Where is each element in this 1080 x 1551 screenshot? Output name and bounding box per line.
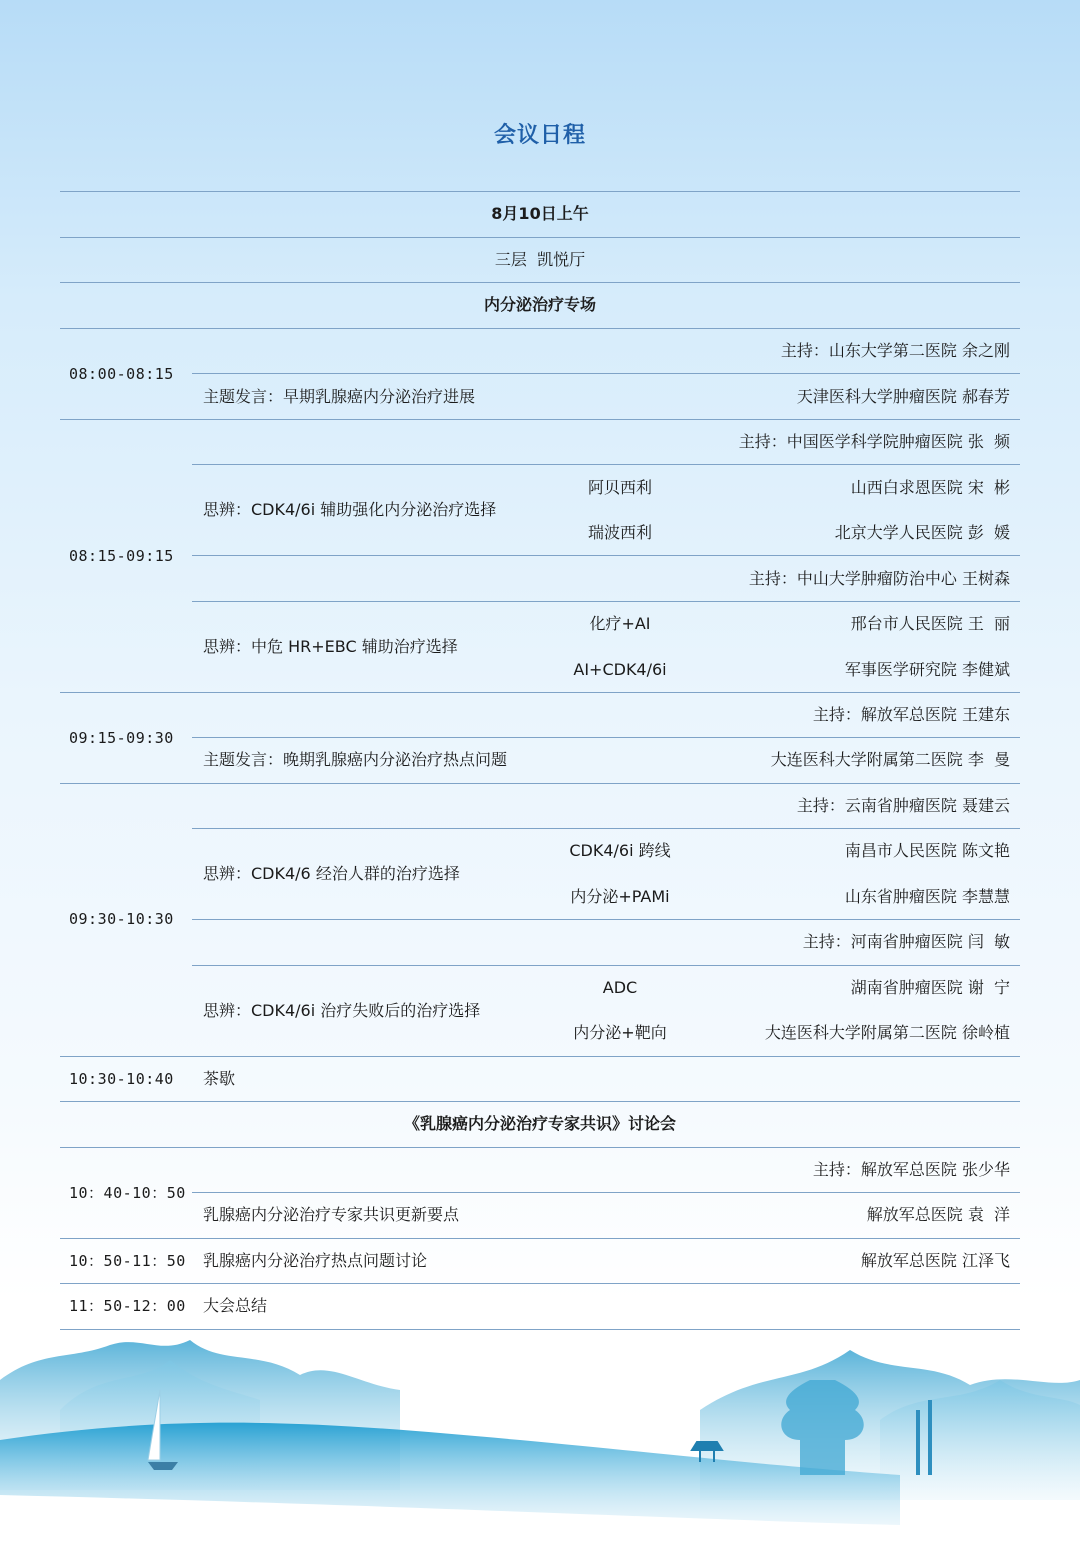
table-rule xyxy=(192,1192,1020,1193)
speaker-text: 北京大学人民医院 彭 媛 xyxy=(834,523,1010,542)
table-rule xyxy=(60,783,1020,784)
table-rule xyxy=(192,965,1020,966)
speaker-text: 大连医科大学附属第二医院 徐岭植 xyxy=(764,1023,1010,1042)
time-slot: 08:00-08:15 xyxy=(69,365,174,383)
topic-text: 大会总结 xyxy=(203,1296,268,1315)
topic-text: 茶歇 xyxy=(203,1069,236,1088)
speaker-text: 解放军总医院 江泽飞 xyxy=(860,1251,1010,1270)
debate-position: CDK4/6i 跨线 xyxy=(569,841,671,860)
table-rule xyxy=(60,237,1020,238)
time-slot: 11：50-12：00 xyxy=(69,1297,186,1315)
host-text: 主持：河南省肿瘤医院 闫 敏 xyxy=(802,932,1010,951)
debate-topic: 思辨：CDK4/6 经治人群的治疗选择 xyxy=(203,864,460,883)
table-rule xyxy=(60,1056,1020,1057)
debate-position: 内分泌+PAMi xyxy=(570,887,670,906)
topic-text: 乳腺癌内分泌治疗专家共识更新要点 xyxy=(203,1205,460,1224)
table-rule xyxy=(60,1101,1020,1102)
time-slot: 10：50-11：50 xyxy=(69,1252,186,1270)
topic-text: 乳腺癌内分泌治疗热点问题讨论 xyxy=(203,1251,428,1270)
table-rule xyxy=(192,737,1020,738)
venue-header: 三层 凯悦厅 xyxy=(494,250,586,269)
table-rule xyxy=(60,191,1020,192)
table-rule xyxy=(192,373,1020,374)
table-rule xyxy=(60,282,1020,283)
debate-position: ADC xyxy=(602,978,638,997)
table-rule xyxy=(60,1238,1020,1239)
table-rule xyxy=(192,828,1020,829)
landscape-illustration xyxy=(0,1290,1080,1551)
table-rule xyxy=(60,328,1020,329)
table-rule xyxy=(60,1147,1020,1148)
speaker-text: 山东省肿瘤医院 李慧慧 xyxy=(844,887,1010,906)
date-header: 8月10日上午 xyxy=(491,204,589,223)
session-title: 内分泌治疗专场 xyxy=(483,295,596,314)
speaker-text: 天津医科大学肿瘤医院 郝春芳 xyxy=(796,387,1010,406)
page-title: 会议日程 xyxy=(493,123,586,148)
table-rule xyxy=(60,1283,1020,1284)
table-rule xyxy=(60,419,1020,420)
host-text: 主持：山东大学第二医院 余之刚 xyxy=(780,341,1010,360)
table-rule xyxy=(192,601,1020,602)
host-text: 主持：中国医学科学院肿瘤医院 张 频 xyxy=(738,432,1010,451)
speaker-text: 解放军总医院 袁 洋 xyxy=(866,1205,1010,1224)
time-slot: 08:15-09:15 xyxy=(69,547,174,565)
time-slot: 10：40-10：50 xyxy=(69,1184,186,1202)
table-rule xyxy=(192,919,1020,920)
debate-topic: 思辨：CDK4/6i 治疗失败后的治疗选择 xyxy=(203,1001,481,1020)
debate-position: 化疗+AI xyxy=(589,614,651,633)
topic-text: 主题发言：早期乳腺癌内分泌治疗进展 xyxy=(203,387,476,406)
time-slot: 10:30-10:40 xyxy=(69,1070,174,1088)
topic-text: 主题发言：晚期乳腺癌内分泌治疗热点问题 xyxy=(203,750,508,769)
debate-position: 瑞波西利 xyxy=(587,523,652,542)
host-text: 主持：云南省肿瘤医院 聂建云 xyxy=(796,796,1010,815)
speaker-text: 军事医学研究院 李健斌 xyxy=(844,660,1010,679)
speaker-text: 邢台市人民医院 王 丽 xyxy=(850,614,1010,633)
speaker-text: 大连医科大学附属第二医院 李 曼 xyxy=(770,750,1010,769)
table-rule xyxy=(60,692,1020,693)
speaker-text: 南昌市人民医院 陈文艳 xyxy=(844,841,1010,860)
time-slot: 09:15-09:30 xyxy=(69,729,174,747)
speaker-text: 湖南省肿瘤医院 谢 宁 xyxy=(850,978,1010,997)
host-text: 主持：解放军总医院 张少华 xyxy=(812,1160,1010,1179)
session-title: 《乳腺癌内分泌治疗专家共识》讨论会 xyxy=(403,1114,676,1133)
debate-position: 阿贝西利 xyxy=(587,478,652,497)
speaker-text: 山西白求恩医院 宋 彬 xyxy=(850,478,1010,497)
debate-topic: 思辨：中危 HR+EBC 辅助治疗选择 xyxy=(203,637,458,656)
host-text: 主持：中山大学肿瘤防治中心 王树森 xyxy=(748,569,1010,588)
host-text: 主持：解放军总医院 王建东 xyxy=(812,705,1010,724)
debate-topic: 思辨：CDK4/6i 辅助强化内分泌治疗选择 xyxy=(203,500,497,519)
table-rule xyxy=(192,464,1020,465)
table-rule xyxy=(192,555,1020,556)
time-slot: 09:30-10:30 xyxy=(69,910,174,928)
debate-position: 内分泌+靶向 xyxy=(573,1023,667,1042)
debate-position: AI+CDK4/6i xyxy=(573,660,667,679)
